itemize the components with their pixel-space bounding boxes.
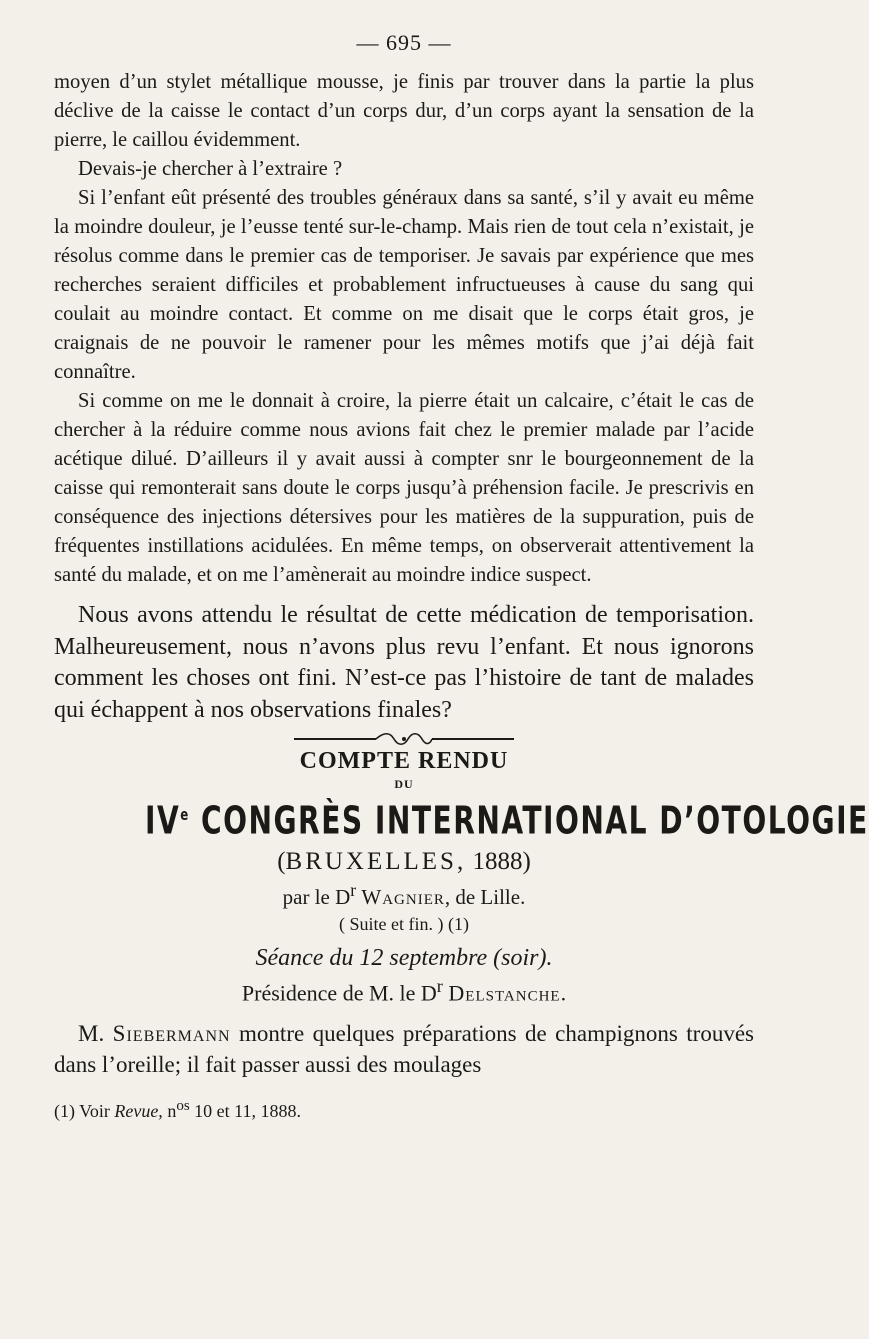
paragraph-2: Devais-je chercher à l’extraire ? bbox=[78, 158, 343, 180]
heading-city-open: ( bbox=[277, 847, 286, 875]
presidence-name: Delstanche bbox=[448, 979, 561, 1005]
footnote bbox=[54, 1098, 754, 1122]
heading-du: DU bbox=[394, 777, 414, 791]
paragraph-4: Si comme on me le donnait à croire, la pierre était un calcaire, c’était le cas de chercher à la réduire comme nous avions fait chez le premier malade par l’acide acétique dilué. D’ailleurs il y avait aussi à compter snr le bourgeonnement de la caisse qui remonterait sans doute le corps jusqu’à préhension facile. Je prescrivis en conséquence des injections détersives pour les matières de la suppuration, puis de fréquentes instillations acidulées. En même temps, on observerait attentivement la santé du malade, et on me l’amènerait au moindre indice suspect. bbox=[54, 390, 754, 586]
heading-congress bbox=[145, 792, 869, 844]
footnote-revue: Revue, bbox=[114, 1100, 163, 1121]
byline-pre: par le D bbox=[282, 884, 351, 909]
session-paragraph-text: montre quelques préparations de champignons trouvés dans l’oreille; il fait passer aussi des moulages bbox=[54, 1020, 754, 1077]
heading-city bbox=[54, 848, 754, 876]
paragraph-3: Si l’enfant eût présenté des troubles généraux dans sa santé, s’il y avait eu même la moindre douleur, je l’eusse tenté sur-le-champ. Mais rien de tout cela n’existait, je résolus comme dans le premier cas de temporiser. Je savais par expérience que mes recherches seraient difficiles et probablement infructueuses à cause du sang qui coulait au moindre contact. Et comme on me disait que le corps était gros, je craignais de ne pouvoir le ramener pour les mêmes motifs que j’ai déjà fait connaître. bbox=[54, 187, 754, 383]
byline-sup: r bbox=[350, 879, 357, 900]
speaker-name: Siebermann bbox=[112, 1020, 231, 1046]
presidence bbox=[54, 976, 754, 1006]
footnote-post: n bbox=[162, 1100, 177, 1121]
presidence-sup: r bbox=[436, 975, 443, 996]
session-title: Séance du 12 septembre (soir). bbox=[255, 944, 553, 971]
session-paragraph bbox=[54, 1018, 754, 1080]
body-text bbox=[54, 68, 754, 590]
page-number: — 695 — bbox=[356, 30, 452, 55]
footnote-pre: (1) Voir bbox=[54, 1100, 115, 1121]
footnote-end: 10 et 11, 1888. bbox=[189, 1100, 301, 1121]
ornament-divider-icon bbox=[294, 732, 514, 746]
footnote-sup: os bbox=[176, 1097, 190, 1114]
byline bbox=[54, 880, 754, 910]
byline-post: , de Lille. bbox=[444, 884, 526, 909]
conclusion-paragraph: Nous avons attendu le résultat de cette médication de temporisation. Malheureusement, nous n’avons plus revu l’enfant. Et nous ignorons comment les choses ont fini. N’est-ce pas l’histoire de tant de malades qui échappent à nos observations finales? bbox=[54, 602, 754, 723]
heading-city-year: 1888) bbox=[466, 847, 531, 875]
byline-author: Wagnier bbox=[361, 884, 445, 909]
heading-congress-ordinal: IV bbox=[145, 798, 181, 843]
conclusion-block bbox=[54, 600, 754, 726]
presidence-post: . bbox=[560, 979, 567, 1005]
suite-note: ( Suite et fin. ) (1) bbox=[339, 913, 469, 934]
heading-congress-title: CONGRÈS INTERNATIONAL D’OTOLOGIE bbox=[189, 798, 869, 843]
session-paragraph-pre: M. bbox=[78, 1020, 113, 1046]
heading-city-name: BRUXELLES, bbox=[285, 847, 467, 875]
paragraph-1: moyen d’un stylet métallique mousse, je finis par trouver dans la partie la plus déclive de la caisse le contact d’un corps dur, d’un corps ayant la sensation de la pierre, le caillou évidemment. bbox=[54, 71, 754, 151]
heading-congress-sup: e bbox=[180, 805, 190, 824]
page bbox=[54, 30, 869, 1122]
heading-compte-rendu: COMPTE RENDU bbox=[299, 748, 509, 774]
presidence-pre: Présidence de M. le D bbox=[241, 979, 437, 1005]
session-body bbox=[54, 1018, 754, 1080]
